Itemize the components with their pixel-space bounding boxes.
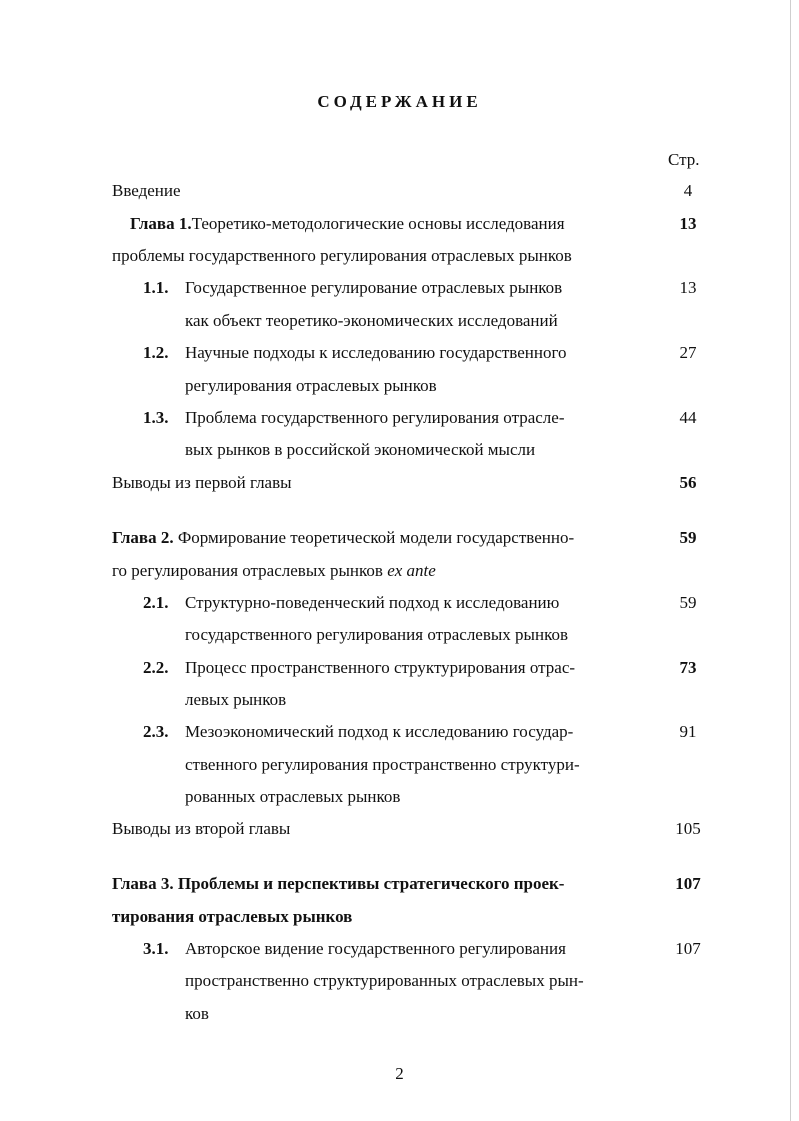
page-number-3-1: 107: [675, 939, 701, 958]
section-number-1-2: 1.2.: [143, 343, 169, 362]
section-number-2-3: 2.3.: [143, 722, 169, 741]
page-number-conclusions-2: 105: [675, 819, 701, 838]
toc-section-2-2-line-2[interactable]: левых рынков: [185, 690, 287, 709]
toc-title: СОДЕРЖАНИЕ: [317, 92, 482, 111]
page-number-2-3: 91: [679, 722, 697, 741]
page-number-chapter-1: 13: [679, 214, 697, 233]
toc-section-2-3-line-3[interactable]: рованных отраслевых рынков: [185, 787, 401, 806]
toc-section-1-1-line-1[interactable]: Государственное регулирование отраслевых рынков: [185, 278, 563, 297]
section-number-1-1: 1.1.: [143, 278, 169, 297]
toc-section-3-1-line-2[interactable]: пространственно структурированных отраслевых рын-: [185, 971, 584, 990]
toc-conclusions-2[interactable]: Выводы из второй главы: [112, 819, 291, 838]
toc-section-1-2-line-1[interactable]: Научные подходы к исследованию государственного: [185, 343, 567, 362]
toc-section-1-3-line-1[interactable]: Проблема государственного регулирования отрасле-: [185, 408, 565, 427]
toc-section-3-1-line-3[interactable]: ков: [185, 1004, 209, 1023]
section-number-3-1: 3.1.: [143, 939, 169, 958]
toc-section-2-3-line-2[interactable]: ственного регулирования пространственно структури-: [185, 755, 580, 774]
page-number-2-2: 73: [679, 658, 697, 677]
toc-chapter-1-line-1[interactable]: Глава 1.Теоретико-методологические основы исследования: [130, 214, 565, 233]
toc-chapter-2-line-2[interactable]: [112, 561, 436, 581]
page-number-conclusions-1: 56: [679, 473, 697, 492]
page-number-chapter-3: 107: [675, 874, 701, 893]
toc-section-1-2-line-2[interactable]: регулирования отраслевых рынков: [185, 376, 437, 395]
toc-section-1-3-line-2[interactable]: вых рынков в российской экономической мысли: [185, 440, 536, 459]
chapter-2-ex-ante: ex ante: [387, 561, 436, 580]
toc-chapter-1-line-2[interactable]: проблемы государственного регулирования отраслевых рынков: [112, 246, 572, 265]
toc-section-2-3-line-1[interactable]: Мезоэкономический подход к исследованию государ-: [185, 722, 574, 741]
page-number-1-2: 27: [679, 343, 697, 362]
page-column-header: Стр.: [668, 150, 700, 169]
toc-conclusions-1[interactable]: Выводы из первой главы: [112, 473, 292, 492]
toc-section-2-2-line-1[interactable]: Процесс пространственного структурирования отрас-: [185, 658, 576, 677]
page-number-2-1: 59: [679, 593, 697, 612]
section-number-1-3: 1.3.: [143, 408, 169, 427]
page-number-1-3: 44: [679, 408, 697, 427]
toc-chapter-3-line-2[interactable]: тирования отраслевых рынков: [112, 907, 353, 926]
page-number-1-1: 13: [679, 278, 697, 297]
toc-chapter-3-line-1[interactable]: Глава 3. Проблемы и перспективы стратегического проек-: [112, 874, 565, 893]
chapter-2-line-2-text: го регулирования отраслевых рынков: [112, 561, 388, 580]
toc-section-1-1-line-2[interactable]: как объект теоретико-экономических исследований: [185, 311, 558, 330]
section-number-2-2: 2.2.: [143, 658, 169, 677]
chapter-2-title-part: Формирование теоретической модели государственно-: [173, 528, 575, 547]
page-number-intro: 4: [683, 181, 693, 200]
toc-entry-intro[interactable]: Введение: [112, 181, 181, 200]
toc-section-2-1-line-1[interactable]: Структурно-поведенческий подход к исследованию: [185, 593, 560, 612]
scan-edge: [790, 0, 791, 1121]
toc-section-3-1-line-1[interactable]: Авторское видение государственного регулирования: [185, 939, 566, 958]
footer-page-number: 2: [395, 1064, 404, 1083]
chapter-1-title-part: Теоретико-методологические основы исследования: [191, 214, 565, 233]
page-number-chapter-2: 59: [679, 528, 697, 547]
toc-chapter-2-line-1[interactable]: Глава 2. Формирование теоретической модели государственно-: [112, 528, 575, 547]
section-number-2-1: 2.1.: [143, 593, 169, 612]
toc-section-2-1-line-2[interactable]: государственного регулирования отраслевых рынков: [185, 625, 568, 644]
